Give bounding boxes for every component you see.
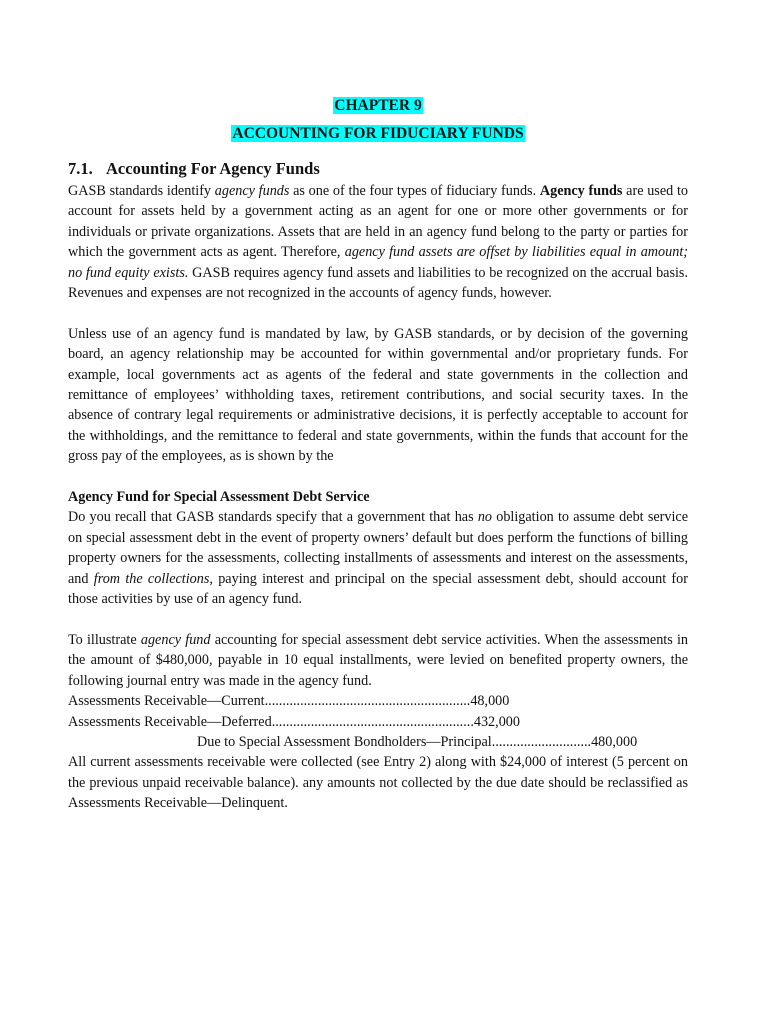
journal-account: Due to Special Assessment Bondholders—Principal [197, 733, 492, 750]
text-run: as one of the four types of fiduciary funds. [289, 183, 540, 199]
bold-run: Agency funds [539, 183, 623, 199]
section-heading [68, 158, 688, 180]
journal-entry-row [68, 732, 688, 752]
journal-account: Assessments Receivable—Deferred [68, 713, 272, 730]
text-run: obligation to assume debt service on special assessment debt in the event of property owners’ default but does perform the functions of billing property owners for the assessments, collecting installments of assessments and interest on the assessments, and [68, 509, 688, 587]
text-run: are used to account for assets held by a government acting as an agent for one or more other governments or for individuals or private organizations. Assets that are held in an agency fund belong to the party or parties for which the government acts as agent. Therefore, [68, 183, 688, 261]
text-run: accounting for special assessment debt service activities. When the assessments in the amount of $480,000, payable in 10 equal installments, were levied on benefited property owners, the following journal entry was made in the agency fund. [68, 631, 689, 689]
italic-run: agency fund assets are offset by liabilities equal in amount; no fund equity exists. [68, 244, 689, 281]
document-page [68, 92, 688, 814]
italic-run: from the collections, [93, 570, 213, 587]
paragraph-3 [68, 507, 688, 609]
text-run: GASB standards identify [68, 183, 215, 199]
text-run: GASB requires agency fund assets and liabilities to be recognized on the accrual basis. Revenues and expenses are not recognized in the accounts of agency funds, however. [68, 264, 688, 302]
section-title: Accounting For Agency Funds [106, 159, 320, 178]
journal-entry-row [68, 691, 688, 711]
paragraph-1 [68, 181, 688, 303]
text-run: Do you recall that GASB standards specify that a government that has [68, 509, 478, 526]
italic-run: no [477, 509, 493, 526]
chapter-label-line [68, 92, 688, 120]
journal-leader: ......................................................... [271, 713, 474, 730]
paragraph-4 [68, 630, 688, 691]
journal-leader: ............................ [491, 733, 592, 750]
subheading: Agency Fund for Special Assessment Debt Service [68, 489, 370, 506]
chapter-label: CHAPTER 9 [334, 97, 422, 114]
journal-entry-row [68, 712, 688, 732]
paragraph-5: All current assessments receivable were collected (see Entry 2) along with $24,000 of interest (5 percent on the previous unpaid receivable balance). any amounts not collected by the due date should be reclassified as Assessments Receivable—Delinquent. [68, 754, 688, 812]
text-run: To illustrate [68, 631, 141, 648]
italic-run: agency funds [214, 183, 290, 199]
chapter-title: ACCOUNTING FOR FIDUCIARY FUNDS [232, 125, 524, 142]
journal-account: Assessments Receivable—Current [68, 693, 265, 710]
journal-leader: .......................................................... [264, 693, 471, 710]
journal-amount: 432,000 [473, 713, 520, 730]
paragraph-2: Unless use of an agency fund is mandated by law, by GASB standards, or by decision of the governing board, an agency relationship may be accounted for within governmental and/or proprietary funds. For example, local governments act as agents of the federal and state governments in the collection and remittance of employees’ withholding taxes, retirement contributions, and social security taxes. In the absence of contrary legal requirements or administrative decisions, it is perfectly acceptable to account for the withholdings, and the remittance to federal and state governments, within the funds that account for the gross pay of the employees, as is shown by the [68, 325, 688, 465]
italic-run: agency fund [140, 631, 211, 648]
journal-amount: 480,000 [591, 733, 638, 750]
section-number: 7.1. [68, 159, 93, 178]
journal-amount: 48,000 [470, 693, 510, 710]
text-run: paying interest and principal on the special assessment debt, should account for those activities by use of an agency fund. [68, 570, 688, 608]
chapter-title-line [68, 120, 688, 148]
